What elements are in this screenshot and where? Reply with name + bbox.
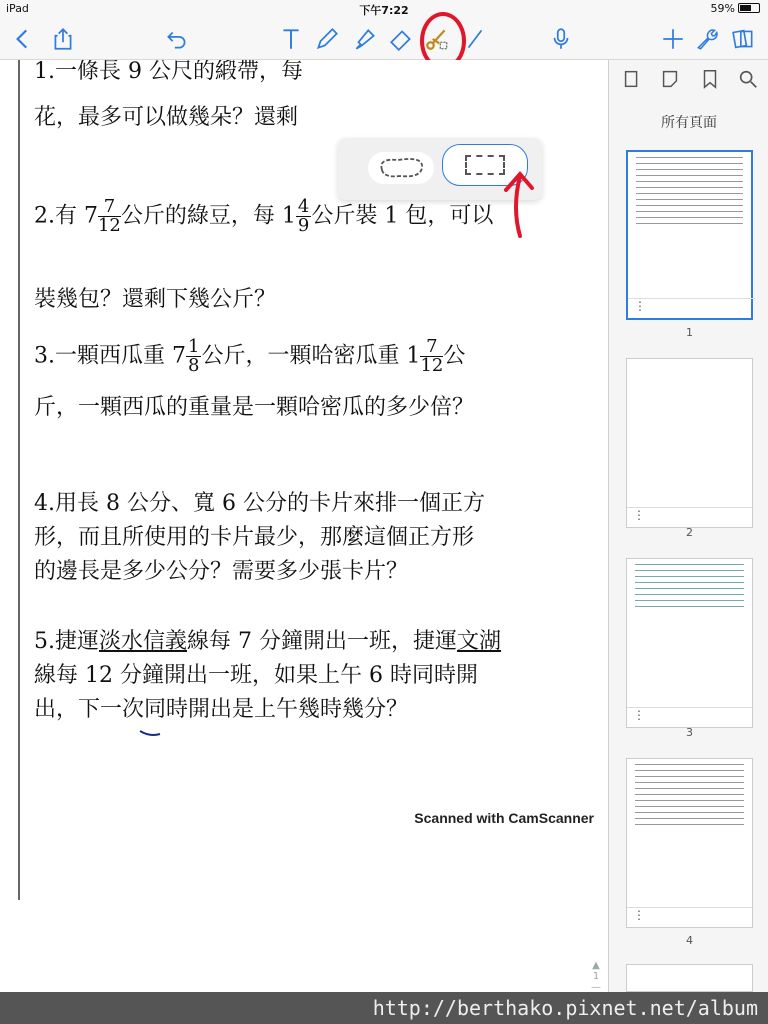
more-icon: ⋮ (627, 907, 754, 927)
camscanner-stamp: Scanned with CamScanner (414, 810, 594, 826)
page-thumbnail-1[interactable] (626, 150, 753, 320)
wrench-icon[interactable] (690, 22, 724, 56)
toolbar (0, 18, 768, 60)
bookmark-tab-icon[interactable] (699, 68, 721, 90)
search-icon[interactable] (737, 68, 759, 90)
pen-mark (138, 728, 162, 738)
sidebar-title: 所有頁面 (661, 115, 717, 131)
question-4: 4.用長 8 公分、寬 6 公分的卡片來排一個正方 (34, 491, 485, 516)
question-1: 1.一條長 9 公尺的緞帶，每 (34, 60, 303, 84)
more-icon: ⋮ (627, 507, 754, 527)
thumbnails-tab-icon[interactable] (621, 68, 643, 90)
worksheet-page: 1.一條長 9 公尺的緞帶，每 花，最多可以做幾朵？還剩 2.有 7 $\frac{7}{12}$ 公斤的綠豆，每 1 $\frac{4}{9}$ 公斤裝 1 包，可以 裝幾包？還剩下幾公斤？ 3.一顆西瓜重 7 $\frac{1}{8}$ 公斤，一顆哈密瓜重 1 $\frac{7}{12}$ 公 斤，一顆西瓜的重量是一顆哈密瓜的多少倍？ 4.用長 8 公分、寬 6 公分的卡片來排一個正方 形，而且所使用的卡片最少，那麼這個正方形 的邊長是多少公分？需要多少張卡片？ 5.捷運淡水信義線每 7 分鐘開出一班，捷運文湖 線每 12 分鐘開出一班，如果上午 6 時同時開 出，下一次同時開出是上午幾時幾分？ Scanned with CamScanner (18, 60, 608, 900)
share-icon[interactable] (46, 22, 80, 56)
page-thumbnail-5[interactable] (626, 964, 753, 992)
watermark-url: http://berthako.pixnet.net/album (0, 992, 768, 1024)
outline-tab-icon[interactable] (659, 68, 681, 90)
lasso-select-option[interactable] (368, 152, 434, 184)
status-bar (0, 0, 768, 18)
page-thumbnail-3[interactable] (626, 558, 753, 728)
page-sidebar: 所有頁面 ⋮ 1 ⋮ 2 ⋮ 3 ⋮ 4 (608, 60, 768, 992)
question-5: 5.捷運淡水信義線每 7 分鐘開出一班，捷運文湖 (34, 629, 502, 654)
clock: 下午7:22 (359, 4, 409, 17)
battery-icon (738, 3, 760, 13)
annotation-arrow (500, 168, 540, 238)
page-scroller[interactable]: ▲ 1 — (591, 960, 601, 992)
battery-indicator: 59% (711, 2, 760, 15)
back-icon[interactable] (6, 22, 40, 56)
page-thumbnail-4[interactable] (626, 758, 753, 928)
highlighter-icon[interactable] (348, 22, 382, 56)
question-2: 2.有 7 $\frac{7}{12}$ 公斤的綠豆，每 1 $\frac{4}{9}$ 公斤裝 1 包，可以 (34, 196, 494, 236)
eraser-icon[interactable] (384, 22, 418, 56)
more-icon: ⋮ (628, 298, 755, 318)
add-icon[interactable] (656, 22, 690, 56)
document-view[interactable] (0, 60, 608, 992)
pen-icon[interactable] (310, 22, 344, 56)
question-3: 3.一顆西瓜重 7 $\frac{1}{8}$ 公斤，一顆哈密瓜重 1 $\frac{7}{12}$ 公 (34, 336, 466, 376)
undo-icon[interactable] (160, 22, 194, 56)
laser-icon[interactable] (458, 22, 492, 56)
text-tool-icon[interactable] (274, 22, 308, 56)
page-thumbnail-2[interactable] (626, 358, 753, 528)
pages-icon[interactable] (726, 22, 760, 56)
device-label: iPad (6, 2, 29, 15)
more-icon: ⋮ (627, 707, 754, 727)
mic-icon[interactable] (544, 22, 578, 56)
